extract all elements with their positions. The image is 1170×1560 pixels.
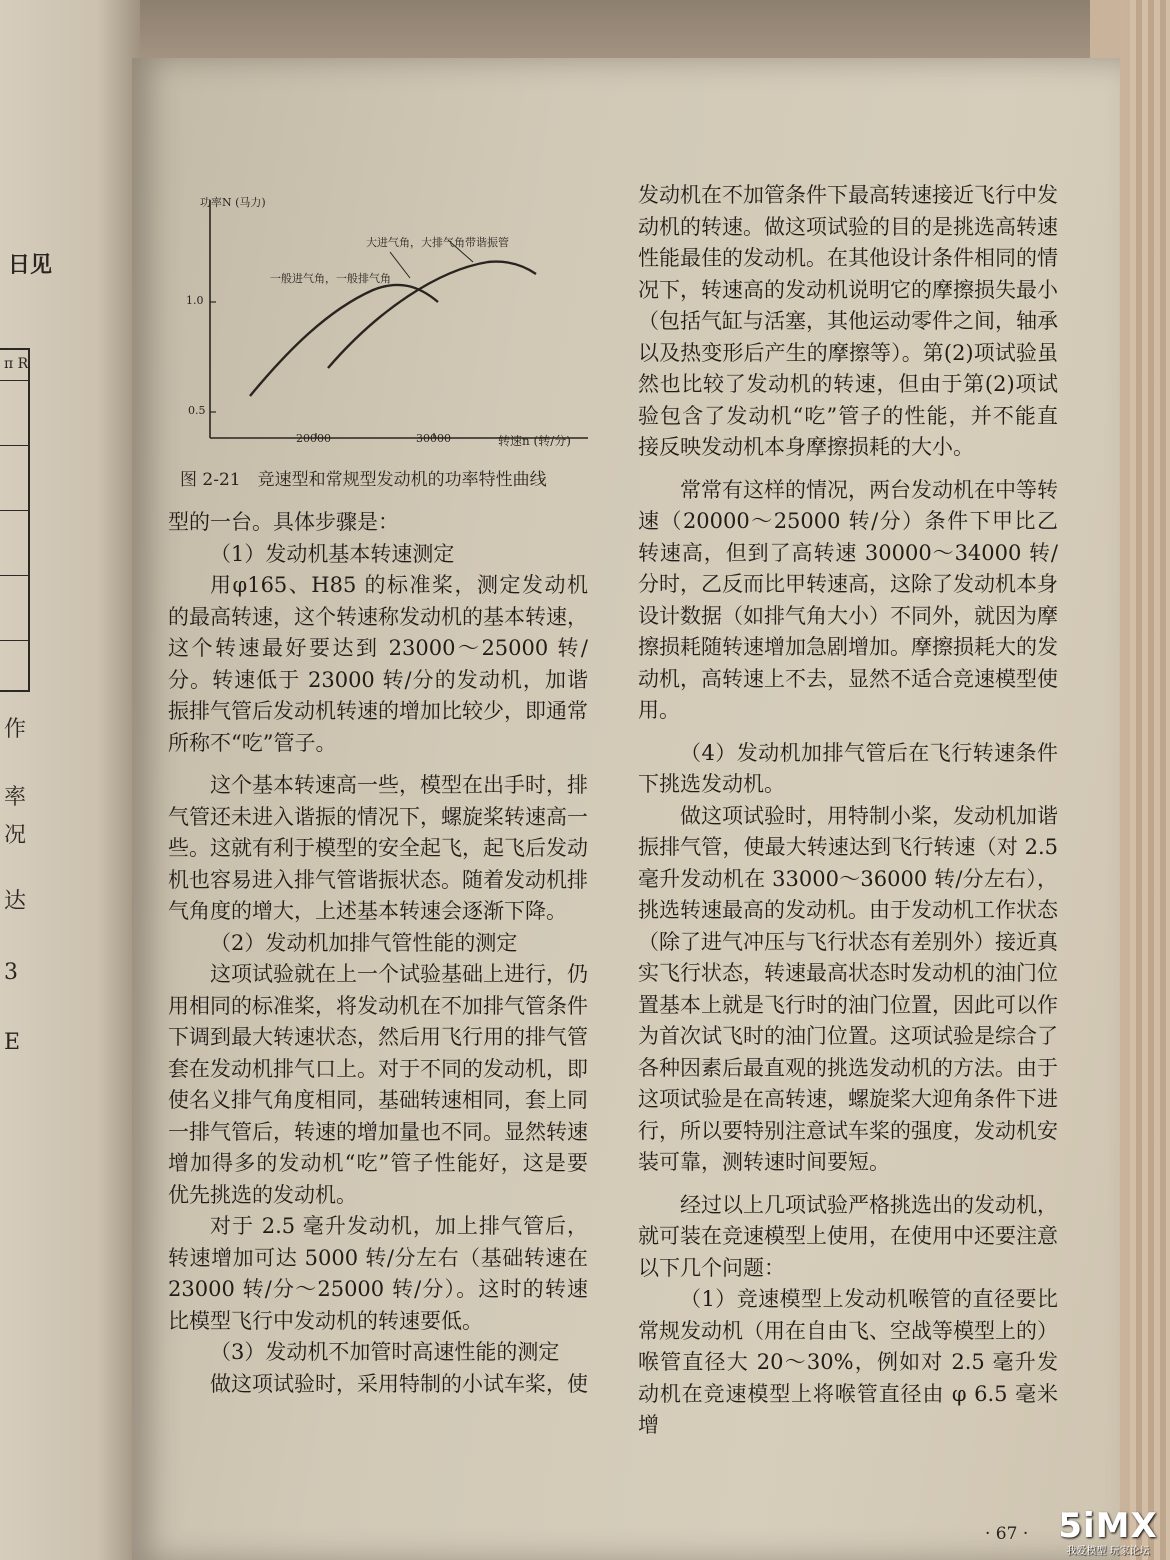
section-heading: （2）发动机加排气管性能的测定 bbox=[210, 930, 518, 955]
page-number: · 67 · bbox=[985, 1524, 1029, 1544]
prev-table-line bbox=[0, 445, 28, 446]
paragraph: 常常有这样的情况，两台发动机在中等转速（20000～25000 转/分）条件下甲比乙转速高，但到了高转速 30000～34000 转/分时，乙反而比甲转速高，这除了发动机本身设计数据（如排气角大小）不同外，就因为摩擦损耗随转速增加急剧增加。摩擦损耗大的发动机，高转速上不去，显然不适合竞速模型使用。 bbox=[638, 477, 1058, 722]
prev-fragment: 况 bbox=[4, 823, 27, 848]
prev-fragment-heading: 日见 bbox=[8, 252, 53, 278]
paragraph: 这项试验就在上一个试验基础上进行，仍用相同的标准桨，将发动机在不加排气管条件下调到最大转速状态，然后用飞行用的排气管套在发动机排气口上。对于不同的发动机，即使名义排气角度相同，基础转速相同，套上同一排气管后，转速的增加量也不同。显然转速增加得多的发动机“吃”管子性能好，这是要优先挑选的发动机。 bbox=[168, 962, 588, 1207]
paragraph: （1）竞速模型上发动机喉管的直径要比常规发动机（用在自由飞、空战等模型上的）喉管直径大 20～30%，例如对 2.5 毫升发动机在竞速模型上将喉管直径由 φ 6.5 毫米增 bbox=[638, 1287, 1058, 1437]
y-axis-label: 功率N (马力) bbox=[200, 196, 266, 209]
watermark-logo bbox=[1050, 1506, 1166, 1556]
section-heading: （1）发动机基本转速测定 bbox=[210, 541, 455, 566]
curve-label-racing: 大进气角，大排气角带谐振管 bbox=[366, 236, 509, 249]
prev-fragment: 3 bbox=[4, 960, 18, 985]
y-tick-label: 0.5 bbox=[188, 404, 206, 417]
section-heading: （4）发动机加排气管后在飞行转速条件下挑选发动机。 bbox=[638, 740, 1058, 796]
y-tick-label: 1.0 bbox=[186, 294, 204, 307]
prev-fragment: E bbox=[4, 1030, 21, 1055]
prev-fragment: 作 bbox=[4, 717, 27, 742]
paragraph: 经过以上几项试验严格挑选出的发动机，就可装在竞速模型上使用，在使用中还要注意以下几个问题： bbox=[638, 1192, 1058, 1280]
paragraph: 对于 2.5 毫升发动机，加上排气管后，转速增加可达 5000 转/分左右（基础转速在 23000 转/分～25000 转/分）。这时的转速比模型飞行中发动机的转速要低。 bbox=[168, 1214, 588, 1333]
watermark-slogan: 我爱模型 玩家论坛 bbox=[1066, 1546, 1150, 1557]
left-text-column bbox=[168, 507, 588, 1400]
curve-standard-engine bbox=[250, 285, 438, 396]
prev-page-table bbox=[0, 348, 30, 692]
background-right-stripe bbox=[1130, 0, 1170, 1560]
figure-caption: 图 2-21 竞速型和常规型发动机的功率特性曲线 bbox=[180, 470, 547, 490]
prev-fragment: 率 bbox=[4, 785, 27, 810]
watermark-brand: 5iMX bbox=[1058, 1506, 1158, 1546]
paragraph: 做这项试验时，采用特制的小试车桨，使 bbox=[210, 1371, 588, 1396]
x-tick-label: 20000 bbox=[296, 432, 331, 445]
label-leader-line bbox=[390, 252, 410, 278]
paragraph: 做这项试验时，用特制小桨，发动机加谐振排气管，使最大转速达到飞行转速（对 2.5 毫升发动机在 33000～36000 转/分左右），挑选转速最高的发动机。由于发动机工作状态（除了进气冲压与飞行状态有差别外）接近真实飞行状态，转速最高状态时发动机的油门位置基本上就是飞行时的油门位置，因此可以作为首次试飞时的油门位置。这项试验是综合了各种因素后最直观的挑选发动机的方法。由于这项试验是在高转速，螺旋桨大迎角条件下进行，所以要特别注意试车桨的强度，发动机安装可靠，测转速时间要短。 bbox=[638, 803, 1058, 1174]
curve-label-standard: 一般进气角，一般排气角 bbox=[270, 272, 391, 285]
prev-table-line bbox=[0, 640, 28, 641]
right-text-column bbox=[638, 180, 1058, 1442]
paragraph: 型的一台。具体步骤是： bbox=[168, 510, 399, 534]
prev-table-line bbox=[0, 380, 28, 381]
prev-fragment: 达 bbox=[4, 889, 27, 914]
paragraph: 发动机在不加管条件下最高转速接近飞行中发动机的转速。做这项试验的目的是挑选高转速性能最佳的发动机。在其他设计条件相同的情况下，转速高的发动机说明它的摩擦损失最小（包括气缸与活塞，其他运动零件之间，轴承以及热变形后产生的摩擦等）。第(2)项试验虽然也比较了发动机的转速，但由于第(2)项试验包含了发动机“吃”管子的性能，并不能直接反映发动机本身摩擦损耗的大小。 bbox=[638, 183, 1058, 459]
paragraph: 这个基本转速高一些，模型在出手时，排气管还未进入谐振的情况下，螺旋桨转速高一些。这就有利于模型的安全起飞，起飞后发动机也容易进入排气管谐振状态。随着发动机排气角度的增大，上述基本转速会逐渐下降。 bbox=[168, 773, 588, 923]
prev-table-line bbox=[0, 510, 28, 511]
previous-page-edge bbox=[0, 0, 140, 1560]
x-axis-label: 转速n (转/分) bbox=[498, 434, 571, 448]
paragraph: 用φ165、H85 的标准桨，测定发动机的最高转速，这个转速称发动机的基本转速，这个转速最好要达到 23000～25000 转/分。转速低于 23000 转/分的发动机，加谐振排气管后发动机转速的增加比较少，即通常所称不“吃”管子。 bbox=[168, 573, 588, 755]
prev-fragment-table-head: π R bbox=[4, 356, 29, 372]
power-curve-plot bbox=[178, 190, 598, 450]
x-tick-label: 30000 bbox=[416, 432, 451, 445]
section-heading: （3）发动机不加管时高速性能的测定 bbox=[210, 1340, 560, 1364]
power-curve-figure bbox=[178, 190, 598, 490]
prev-table-line bbox=[0, 575, 28, 576]
